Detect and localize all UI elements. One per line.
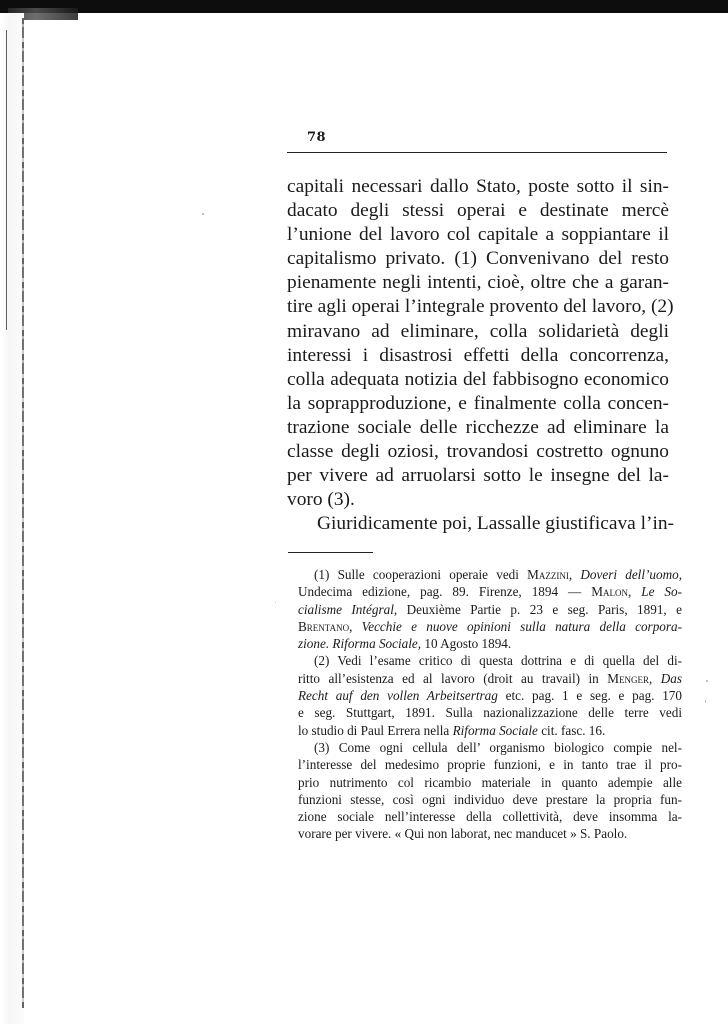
header-rule: [287, 152, 667, 153]
body-line-paragraph-start: Giuridicamente poi, Lassalle giustificava l’in-: [317, 513, 674, 535]
scan-speck: [202, 213, 204, 215]
body-line: colla adequata notizia del fabbisogno economico: [287, 368, 669, 390]
footnote-text: etc. pag. 1 e seg. e pag. 170: [497, 688, 682, 704]
footnote-title: Recht auf den vollen Arbeitsertrag: [298, 688, 498, 704]
footnote-text: ritto all’esistenza ed al lavoro (droit au travail) in: [298, 670, 608, 686]
body-line: miravano ad eliminare, colla solidarietà degli: [287, 320, 669, 342]
body-line: pienamente negli intenti, cioè, oltre che a garan-: [287, 272, 669, 294]
footnote-1-line: [298, 601, 682, 618]
footnote-3-line: (3) Come ogni cellula dell’ organismo biologico compie nel-: [314, 739, 682, 755]
footnote-1-line: [298, 635, 682, 652]
page-number: 78: [307, 130, 327, 145]
footnote-author: Malon: [591, 584, 628, 600]
body-line: capitali necessari dallo Stato, poste sotto il sin-: [287, 176, 669, 197]
footnote-title: Doveri dell’uomo,: [580, 567, 682, 582]
footnotes: [298, 566, 682, 843]
footnote-2-line: [298, 687, 682, 704]
footnote-text: ,: [568, 567, 581, 582]
body-line: l’unione del lavoro col capitale a soppiantare il: [287, 224, 669, 246]
footnote-title: zione. Riforma Sociale,: [298, 636, 422, 652]
body-line: tire agli operai l’integrale provento del lavoro, (2): [287, 296, 674, 318]
footnote-1-line: [298, 583, 682, 600]
footnote-title: Le So-: [641, 584, 682, 600]
body-text: [287, 175, 674, 536]
footnote-1-line: [298, 618, 682, 635]
footnote-rule: [288, 552, 373, 553]
footnote-title: Vecchie e nuove opinioni sulla natura della corpora-: [361, 618, 682, 634]
scan-speck: [706, 680, 708, 682]
footnote-text: , Deuxième Partie p. 23 e seg. Paris, 1891, e: [393, 601, 682, 617]
scan-speck: [275, 602, 276, 603]
footnote-title: cialisme Intégral: [298, 601, 394, 617]
body-line: interessi i disastrosi effetti della concorrenza,: [287, 344, 669, 366]
footnote-2-line: [298, 670, 682, 687]
footnote-text: Undecima edizione, pag. 89. Firenze, 1894 —: [298, 584, 592, 600]
footnote-2-line: (2) Vedi l’esame critico di questa dottrina e di quella del di-: [314, 653, 682, 669]
scan-binding-gutter: [0, 13, 24, 1024]
footnote-author: Brentano: [298, 618, 350, 634]
footnote-2-line: [298, 722, 682, 739]
scan-top-edge: [0, 0, 728, 13]
footnote-3-line: prio nutrimento col ricambio materiale in quanto adempie alle: [298, 774, 682, 790]
footnote-text: 10 Agosto 1894.: [421, 636, 512, 652]
body-line: dacato degli stessi operai e destinate mercè: [287, 200, 669, 222]
footnote-title: Riforma Sociale: [452, 722, 538, 738]
footnote-text: ,: [627, 584, 642, 600]
body-line: per vivere ad arruolarsi sotto le insegne del la-: [287, 465, 669, 487]
body-line: la soprapproduzione, e finalmente colla concen-: [287, 392, 669, 414]
footnote-text: ,: [648, 670, 661, 686]
footnote-3-line: vorare per vivere. « Qui non laborat, nec manducet » S. Paolo.: [298, 826, 628, 842]
footnote-3-line: l’interesse del medesimo proprie funzioni, e in tanto trae il pro-: [298, 757, 682, 773]
scan-speck: [705, 700, 706, 703]
footnote-text: lo studio di Paul Errera nella: [298, 722, 453, 738]
body-line: classe degli oziosi, trovandosi costretto ognuno: [287, 441, 669, 463]
body-line: trazione sociale delle ricchezze ad eliminare la: [287, 416, 669, 438]
footnote-text: (1) Sulle cooperazioni operaie vedi: [314, 567, 528, 582]
footnote-3-line: zione sociale nell’interesse della collettività, deve insomma la-: [298, 809, 682, 825]
footnote-author: Menger: [607, 670, 649, 686]
footnote-author: Mazzini: [527, 567, 569, 582]
scan-binding-edge: [6, 30, 7, 330]
footnote-3-line: funzioni stesse, così ogni individuo deve prestare la propria fun-: [298, 791, 682, 807]
footnote-2-line: e seg. Stuttgart, 1891. Sulla nazionalizzazione delle terre vedi: [298, 705, 682, 721]
footnote-title: Das: [660, 670, 682, 686]
scan-binding-shadow: [22, 18, 24, 1008]
body-line: voro (3).: [287, 489, 355, 511]
body-line: capitalismo privato. (1) Convenivano del resto: [287, 248, 669, 270]
footnote-1-line: [298, 566, 682, 583]
footnote-text: cit. fasc. 16.: [537, 722, 606, 738]
footnote-text: ,: [349, 618, 362, 634]
